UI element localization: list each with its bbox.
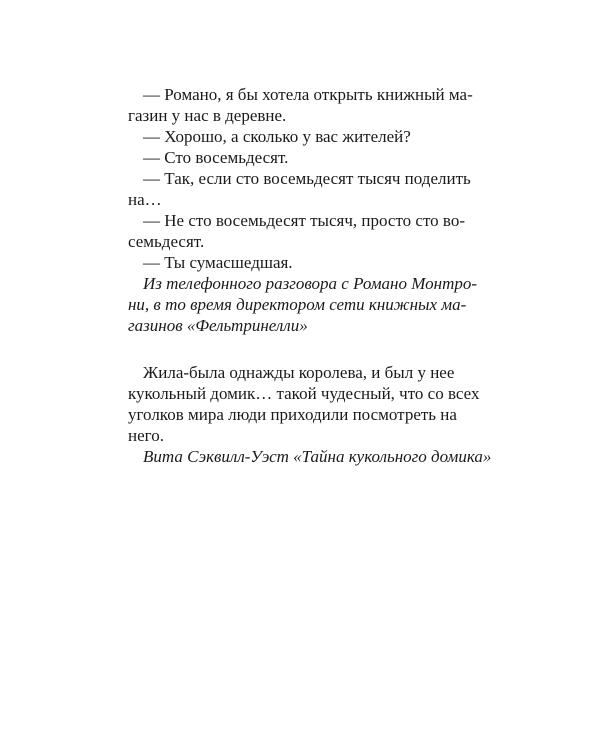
dialogue-line: на… — [128, 190, 162, 209]
attribution-line: Вита Сэквилл-Уэст «Тайна кукольного домика» — [143, 447, 492, 466]
dialogue-line: газин у нас в деревне. — [128, 106, 287, 125]
dialogue-line: — Ты сумасшедшая. — [143, 253, 293, 272]
attribution-line: газинов «Фельтринелли» — [128, 316, 308, 335]
quote-line: уголков мира люди приходили посмотреть на — [128, 405, 457, 424]
dialogue-line: — Так, если сто восемьдесят тысяч поделить — [143, 169, 471, 188]
dialogue-line: — Романо, я бы хотела открыть книжный ма- — [143, 85, 473, 104]
attribution-line: Из телефонного разговора с Романо Монтро- — [143, 274, 478, 293]
quote-line: кукольный домик… такой чудесный, что со всех — [128, 384, 480, 403]
dialogue-line: — Хорошо, а сколько у вас жителей? — [143, 127, 411, 146]
dialogue-line: — Сто восемьдесят. — [143, 148, 289, 167]
quote-line: Жила-была однажды королева, и был у нее — [143, 363, 455, 382]
quote-line: него. — [128, 426, 164, 445]
attribution-line: ни, в то время директором сети книжных ма- — [128, 295, 467, 314]
dialogue-line: семьдесят. — [128, 232, 205, 251]
dialogue-line: — Не сто восемьдесят тысяч, просто сто во- — [143, 211, 465, 230]
